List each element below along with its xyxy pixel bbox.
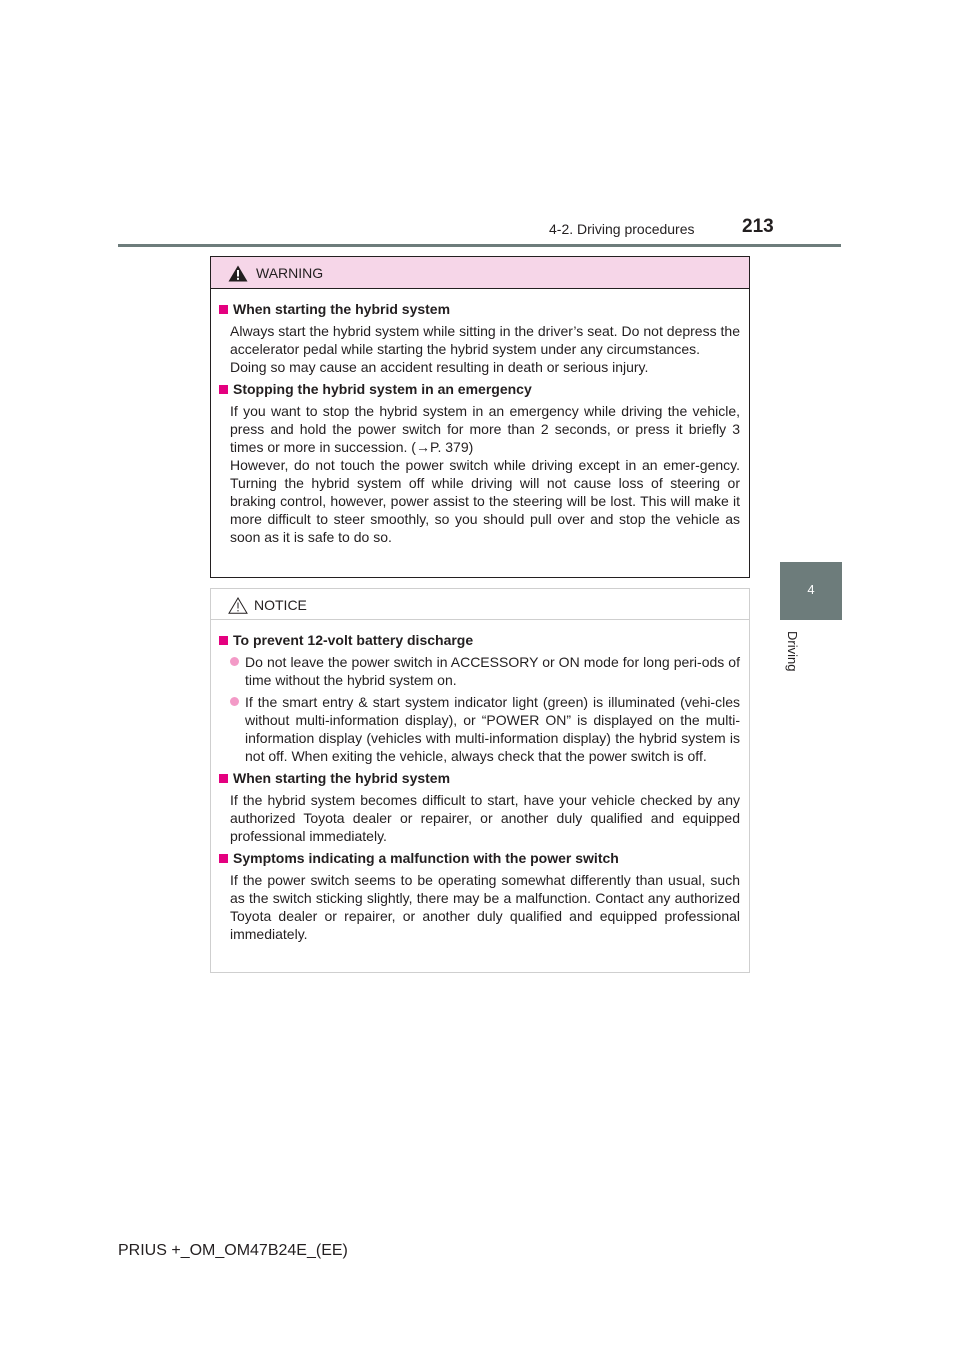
notice-title: NOTICE <box>254 597 307 613</box>
section-heading: 4-2. Driving procedures <box>549 221 695 237</box>
section-title: Stopping the hybrid system in an emergency <box>233 381 532 397</box>
chapter-label-container <box>782 631 806 691</box>
header-rule <box>118 244 841 247</box>
list-item-text: Do not leave the power switch in ACCESSORY or ON mode for long peri-ods of time without the hybrid system on. <box>245 654 740 688</box>
paragraph: If the power switch seems to be operating somewhat differently than usual, such as the switch sticking slightly, there may be a malfunction. Contact any authorized Toyota dealer or repairer, or another duly qualified and equipped professional immediately. <box>230 872 740 942</box>
paragraph: Doing so may cause an accident resulting in death or serious injury. <box>230 359 649 375</box>
chapter-number: 4 <box>807 582 815 597</box>
square-bullet-icon <box>219 636 228 645</box>
square-bullet-icon <box>219 854 228 863</box>
round-bullet-icon <box>230 657 239 666</box>
warning-section <box>219 300 740 376</box>
paragraph: However, do not touch the power switch while driving except in an emer-gency. Turning the hybrid system off while driving will not cause loss of steering or braking control, however, power assist to the steering will be lost. This will make it more difficult to steer smoothly, so you should pull over and stop the vehicle as soon as it is safe to do so. <box>230 457 740 545</box>
chapter-label: Driving <box>785 631 800 672</box>
notice-header <box>211 589 749 620</box>
round-bullet-icon <box>230 697 239 706</box>
list-item <box>219 653 740 689</box>
paragraph: Always start the hybrid system while sitting in the driver’s seat. Do not depress the accelerator pedal while starting the hybrid system under any circumstances. <box>230 323 740 357</box>
section-title: To prevent 12-volt battery discharge <box>233 632 474 648</box>
document-code: PRIUS +_OM_OM47B24E_(EE) <box>118 1242 348 1259</box>
paragraph: If the hybrid system becomes difficult to start, have your vehicle checked by any authorized Toyota dealer or repairer, or another duly qualified and equipped professional immediately. <box>230 792 740 844</box>
notice-section <box>219 849 740 943</box>
square-bullet-icon <box>219 385 228 394</box>
list-item-text: If the smart entry & start system indicator light (green) is illuminated (vehi-cles without multi-information display), or “POWER ON” is displayed on the multi-information display (vehicles with multi-information display) the hybrid system is not off. When exiting the vehicle, always check that the power switch is off. <box>245 694 740 764</box>
page-number: 213 <box>742 216 774 237</box>
section-title: When starting the hybrid system <box>233 301 451 317</box>
warning-section <box>219 380 740 546</box>
section-title: Symptoms indicating a malfunction with the power switch <box>233 850 619 866</box>
warning-title: WARNING <box>256 265 324 281</box>
square-bullet-icon <box>219 305 228 314</box>
caution-triangle-icon <box>228 597 248 614</box>
warning-header <box>211 257 749 289</box>
notice-section <box>219 769 740 845</box>
warning-triangle-icon <box>228 265 248 282</box>
list-item <box>219 693 740 765</box>
chapter-tab <box>780 562 842 620</box>
square-bullet-icon <box>219 774 228 783</box>
warning-box <box>210 256 750 578</box>
paragraph: If you want to stop the hybrid system in an emergency while driving the vehicle, press and hold the power switch for more than 2 seconds, or press it briefly 3 times or more in succession. (→P. 379) <box>230 403 740 455</box>
notice-section <box>219 631 740 765</box>
notice-box <box>210 588 750 973</box>
section-title: When starting the hybrid system <box>233 770 451 786</box>
